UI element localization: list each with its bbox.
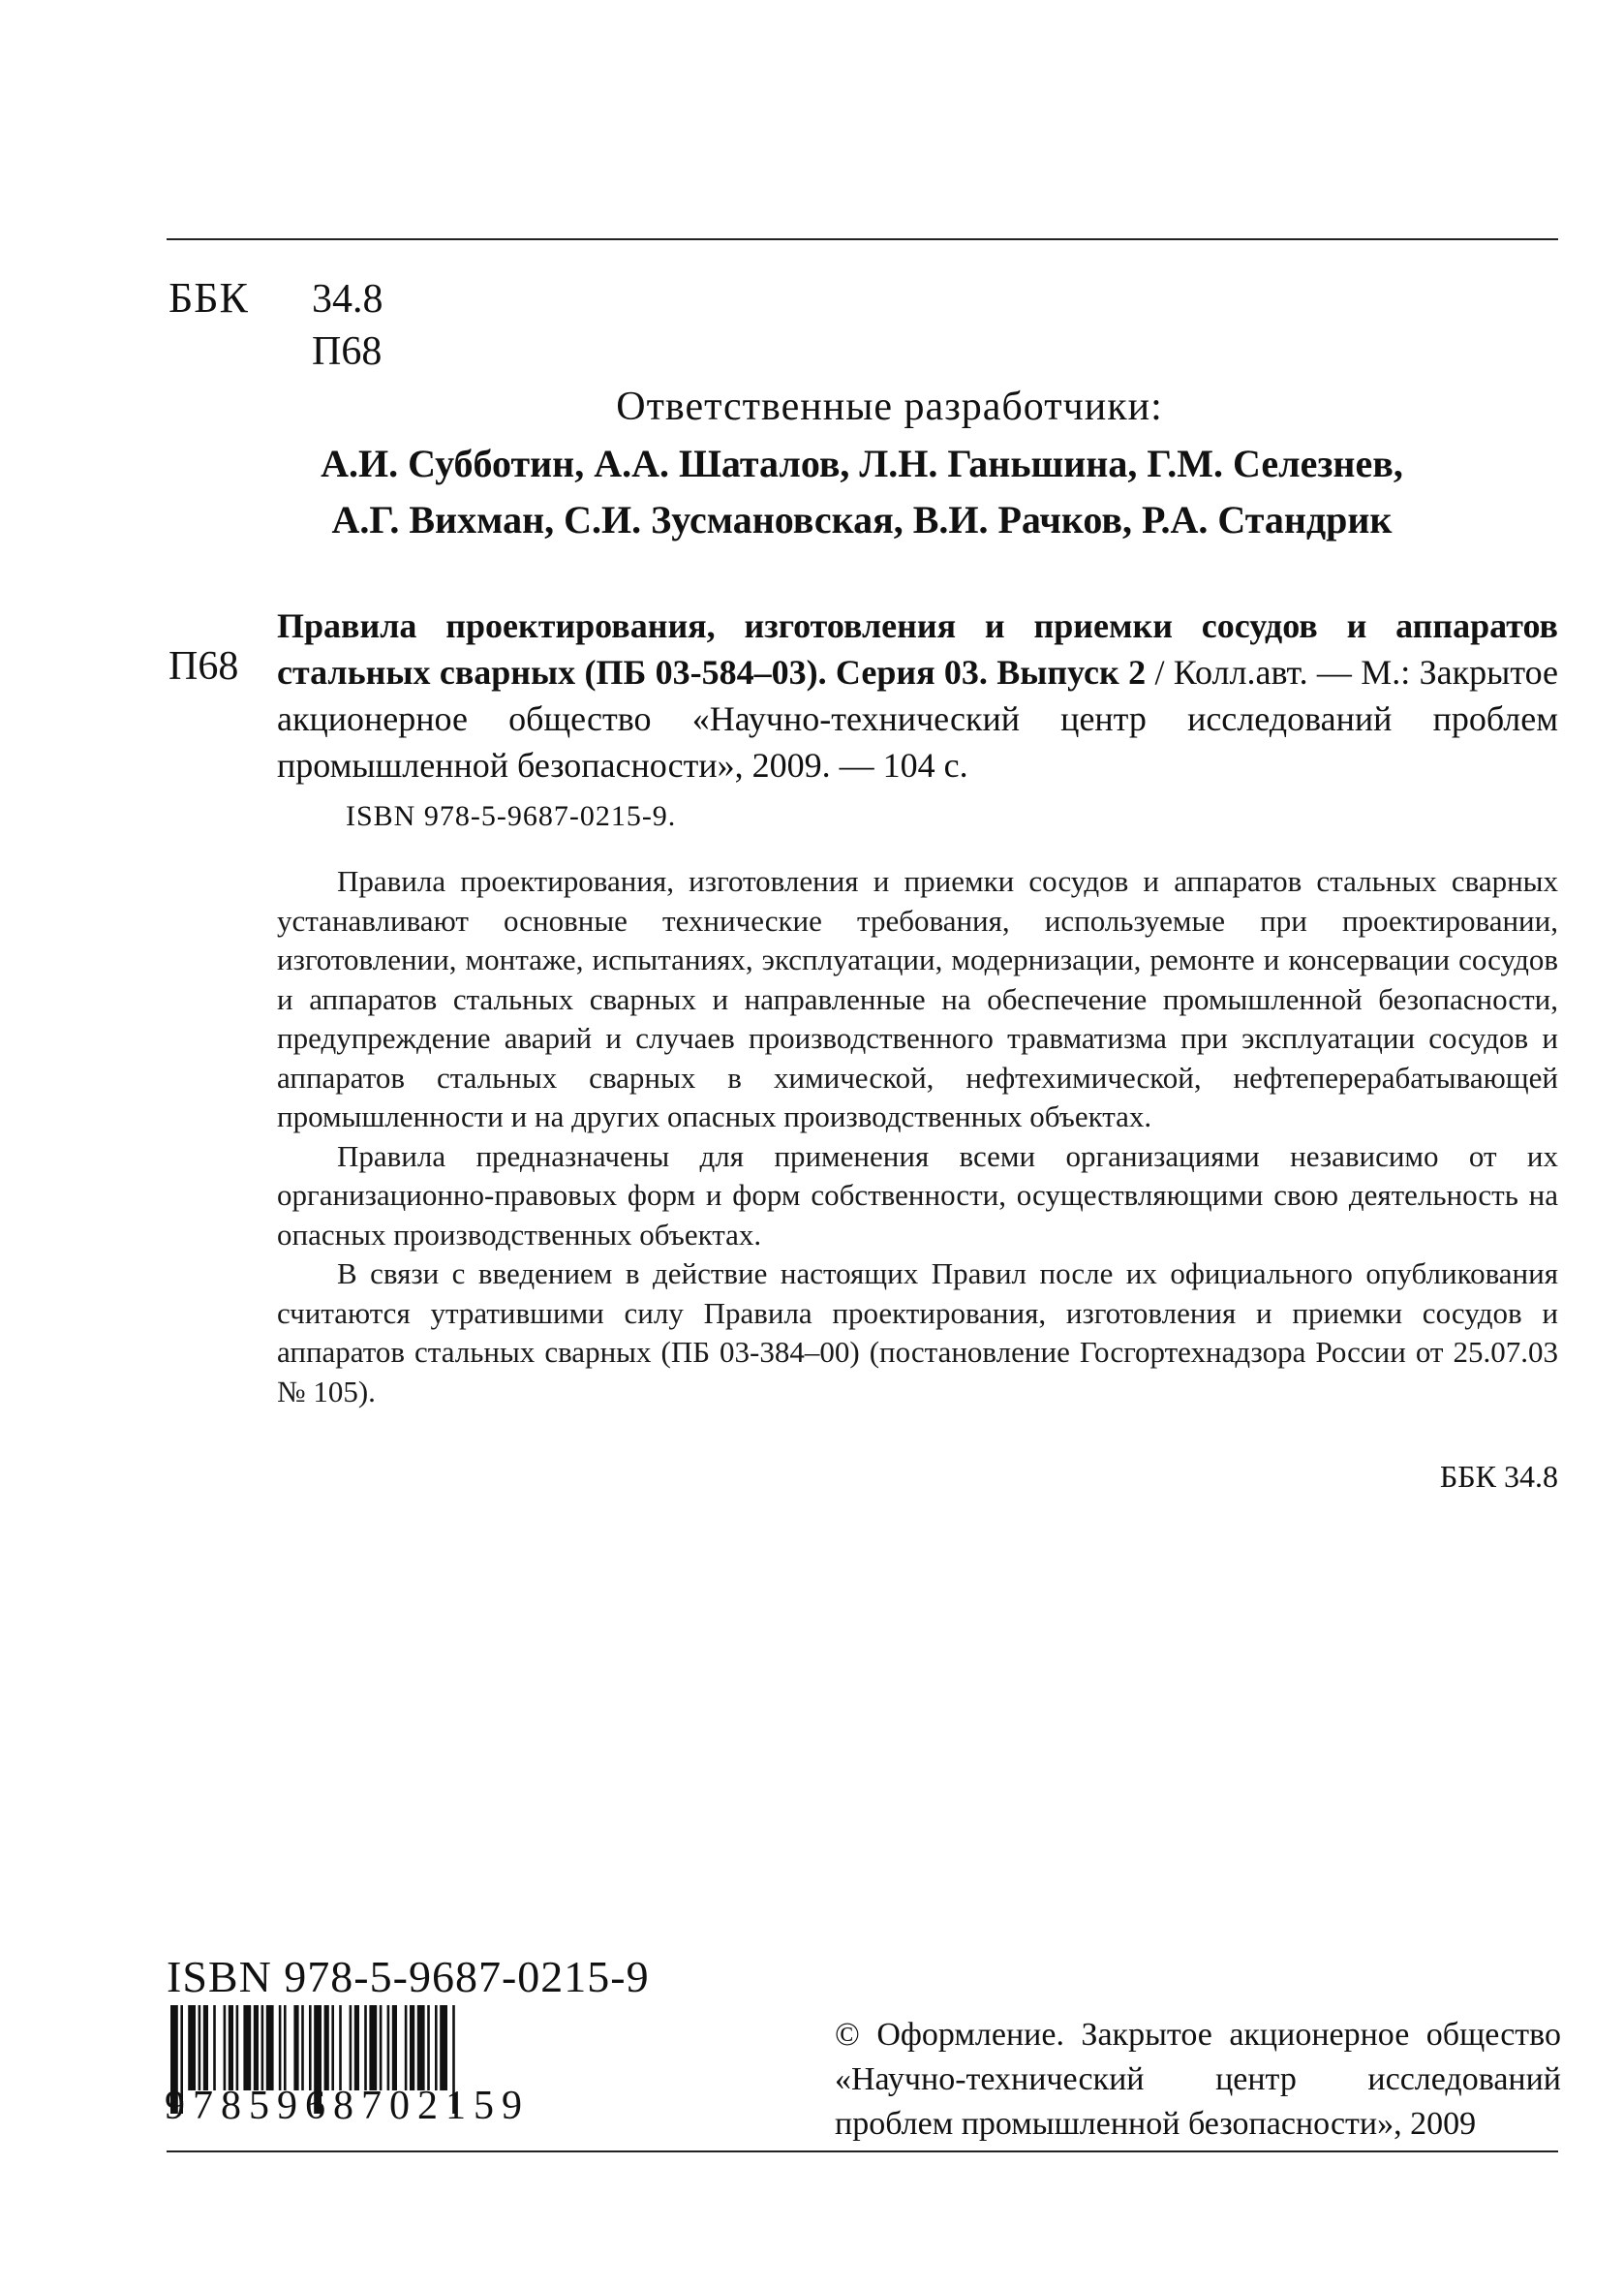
barcode-bar [254, 2005, 259, 2090]
bottom-rule [167, 2150, 1558, 2152]
barcode-bar [405, 2005, 408, 2090]
barcode-bar [229, 2005, 233, 2090]
bibliography-details: / Колл.авт. — М.: Закрытое акционерное общество «Научно-технический центр исследований проблем промышленной безопасности», 2009. — 104 с. [277, 653, 1558, 785]
barcode-bar [224, 2005, 227, 2090]
barcode-bar [427, 2005, 430, 2090]
barcode-bar [331, 2005, 334, 2090]
barcode-bar [392, 2005, 397, 2090]
barcode-bar [279, 2005, 282, 2090]
barcode-bar [293, 2005, 298, 2090]
barcode-bar [188, 2005, 196, 2090]
isbn-label: ISBN 978-5-9687-0215-9 [167, 1952, 650, 2001]
bbk-label: ББК [169, 274, 249, 322]
barcode-bar [243, 2005, 251, 2090]
barcode-bar [339, 2005, 342, 2090]
barcode-bar [440, 2005, 447, 2090]
barcode-bar [380, 2005, 383, 2090]
barcode-bar [236, 2005, 239, 2090]
barcode-bar [203, 2005, 208, 2090]
copyright-notice: © Оформление. Закрытое акционерное общество «Научно-технический центр исследований проблем промышленной безопасности», 2009 [835, 2017, 1561, 2142]
barcode-bar [435, 2005, 438, 2090]
bbk-code: 34.8 [312, 277, 383, 322]
barcode-bar [410, 2005, 414, 2090]
barcode-bar [261, 2005, 264, 2090]
bbk-index [312, 273, 383, 378]
bibliography-isbn: ISBN 978-5-9687-0215-9. [346, 800, 677, 832]
bibliography-sign: П68 [169, 644, 239, 689]
developers-title: Ответственные разработчики: [616, 385, 1163, 429]
barcode-bar [266, 2005, 274, 2090]
bibliography-title: Правила проектирования, изготовления и приемки сосудов и аппаратов стальных сварных (ПБ 03-584–03). Серия 03. Выпуск 2 [277, 606, 1558, 692]
abstract [277, 862, 1558, 1411]
bbk-footer: ББК 34.8 [1439, 1459, 1558, 1494]
barcode-bar [369, 2005, 377, 2090]
barcode-bar [387, 2005, 390, 2090]
bibliographic-record [277, 603, 1558, 789]
abstract-paragraph: Правила предназначены для применения всеми организациями независимо от их организационно-правовых форм и форм собственности, осуществляющими свою деятельность на опасных производственных объектах. [277, 1138, 1558, 1252]
barcode-bar [309, 2005, 312, 2090]
authors-line-2: А.Г. Вихман, С.И. Зусмановская, В.И. Рачков, Р.А. Стандрик [331, 498, 1393, 541]
barcode-bar [284, 2005, 287, 2090]
authors-list [291, 436, 1433, 548]
top-rule [167, 238, 1558, 240]
barcode-digits: 9785968702159 [165, 2084, 530, 2128]
author-sign: П68 [312, 329, 383, 374]
barcode-bar [199, 2005, 201, 2090]
barcode-bar [350, 2005, 352, 2090]
abstract-paragraph: Правила проектирования, изготовления и приемки сосудов и аппаратов стальных сварных устанавливают основные технические требования, используемые при проектировании, изготовлении, монтаже, испытаниях, эксплуатации, модернизации, ремонте и консервации сосудов и аппаратов стальных сварных и направленные на обеспечение промышленной безопасности, предупреждение аварий и случаев производственного травматизма при эксплуатации сосудов и аппаратов стальных сварных в химической, нефтехимической, нефтеперерабатывающей промышленности и на других опасных производственных объектах. [277, 864, 1558, 1133]
authors-line-1: А.И. Субботин, А.А. Шаталов, Л.Н. Ганьшина, Г.М. Селезнев, [321, 442, 1403, 485]
abstract-paragraph: В связи с введением в действие настоящих Правил после их официального опубликования считаются утратившими силу Правила проектирования, изготовления и приемки сосудов и аппаратов стальных сварных (ПБ 03-384–00) (постановление Госгортехнадзора России от 25.07.03 № 105). [277, 1256, 1558, 1408]
barcode-bar [213, 2005, 216, 2090]
barcode-bar [301, 2005, 304, 2090]
barcode-bar [324, 2005, 329, 2090]
barcode-bar [354, 2005, 359, 2090]
barcode-bar [417, 2005, 425, 2090]
barcode-bar [364, 2005, 367, 2090]
